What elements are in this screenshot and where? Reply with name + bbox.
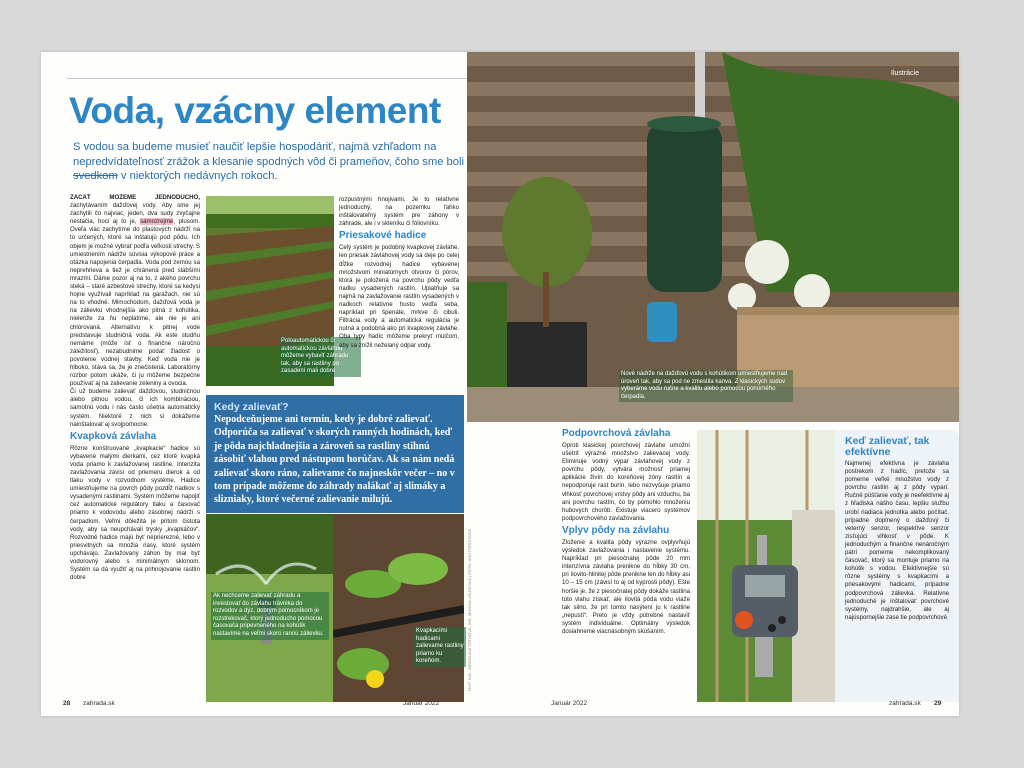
body-text: Oproti klasickej povrchovej závlahe umožní ušetriť výrazné množstvo zalievacej vody. Eliminuje vodný výpar závlahovej vody z povrchu pôdy, vytvára možnosť priamej aplikácie živín do koreňovej zóny rastlín a nepodporuje rast burín, lebo nezvyšuje priamo vlhkosť povrchovej vrstvy pôdy ani vzduchu, ba ani povrchu rastlín, čo by pomohlo množeniu hubových chorôb. Existuje viacero systémov podpovrchového zavlažovania.: [562, 442, 690, 522]
water-timer-illustration: [697, 430, 843, 702]
when-to-water-box: [206, 395, 464, 513]
subheading-drip: Kvapková závlaha: [70, 430, 157, 442]
body-text: , plusom. Oveľa viac zachytíme do plastových nádrží na to určených, ktoré sa inštalujú pod pôdu. Ich objem je možné vybrať podľa veľkosti strechy. S umiestnením nádrže súvisia výkopové práce a otázka napojenia čerpadla. Voda pod zemou sa neprehrieva a tiež je chránená pred slabšími mrazmi. Dáme pozor aj na to, z akého povrchu steká – staré azbestové strechy, ktoré sa kedysi hojne využívali napríklad na garážach, nie sú na to vhodné. Mimochodom, dažďová voda je na zálievku vhodnejšia ako pitná z kohútika, nielenže za ňu neplatíme, ale nie je ani chlórovaná. Alternatívu k pitnej vode predstavuje studničná voda. Ak este studňu nemáme (môže ísť o finančne náročnú záležitosť), nezabudnime podať žiadosť o povolenie vodnej stavby. Keď voda nie je hlboko, stáva sa, že je znečistená. Laboratórny rozbor potom ukáže, či ju môžeme bezpečne používať aj na zalievanie zeleniny a ovocia.: [70, 218, 200, 388]
column-1: [70, 194, 200, 702]
body-text: rozpustnými hnojivami. Je to relatívne jednoduchý, na pozemku ľahko inštalovateľný systém pre záhony v záhrade, ale i v skleníku či fóliovníku.: [339, 196, 459, 228]
date-left: Január 2022: [403, 700, 440, 707]
site-right: zahrada.sk: [889, 700, 921, 707]
drip-illustration: [333, 514, 464, 702]
section-tag: Ilustrácie: [891, 70, 920, 77]
box-title: Keď zalievať, tak efektívne: [845, 435, 930, 458]
page-number-right: 29: [934, 700, 942, 707]
date-right: Január 2022: [551, 700, 588, 707]
lead-text-end: v niektorých nedávnych rokoch.: [117, 170, 278, 182]
magazine-spread: [41, 52, 959, 716]
subheading-soil: Vplyv pôdy na závlahu: [562, 524, 670, 536]
lead-text: S vodou sa budeme musieť naučiť lepšie hospodáriť, najmä vzhľadom na nepredvídateľnosť zrážok a klesanie spodných vôd či prameňov, čoho sme boli: [73, 141, 464, 168]
garden-photo-caption: Poloautomatickou či automatickou závlahou môžeme vybaviť záhradu tak, aby sa rastliny po zasadení mali dobre: [279, 337, 361, 377]
intro-bold: ZAČAŤ MÔŽEME JEDNODUCHO,: [70, 194, 200, 201]
box-text: Nepodceňujeme ani termín, kedy je dobré zalievať. Odporúča sa zalievať v skorých ranných hodinách, keď je pôda najchladnejšia a zároveň sa rastliny stihnú zásobiť vlahou pred nástupom horúčav. Ak sa nám nedá zalievať skoro ráno, zalievame čo najneskôr večer – no v tom prípade môžeme do záhrady nalákať aj slimáky a slizniaky, ktoré večerné zalievanie milujú.: [214, 414, 455, 506]
drip-caption: Kvapkacími hadicami zalievame rastliny priamo ku koreňom.: [414, 627, 466, 667]
body-text: Či už budeme zalievať dažďovou, studničnou alebo pitnou vodou, či ich kombináciou, samotnú vodu i nás často ušetria automatický systém. Niektoré z nich si dokážeme nainštalovať aj svojpomocne.: [70, 388, 200, 428]
lead-strike: svedkom: [73, 170, 118, 182]
highlight: samozrejme: [140, 218, 174, 226]
subheading-subsurface: Podpovrchová závlaha: [562, 428, 671, 439]
column-2: [339, 196, 459, 396]
credits: TEXT: ING. JAROSLAVA TÓTHOVÁ, ING. MONIKA VÁLEKOVÁ | FOTO: SHUTTERSTOCK: [467, 528, 472, 692]
timer-photo: [697, 430, 843, 702]
body-text: Rôzne konštruované „kvapkacie“ hadice sú vybavené malými dierkami, cez ktoré kvapká voda priamo k zavlažovanej rastline. Intenzita zavlažovania závisí od priemeru dierok a od tlaku vody v rozvodnom systéme. Hadice umiestňujeme na povrch pôdy pozdĺž riadkov s vysadenými rastlinami. Systém môžeme napojiť cez automatické regulátory tlaku a časovač priamo k vodovodu alebo zásobnej nádrži s čerpadlom. Veľmi dôležitá je pritom čistota vody, aby sa neupchávali trysky „kvapkáčov“. Rozvodné hadice majú byť neprierezné, lebo v priesvitných sa množia riasy, ktoré systém upchávajú. Zavlažovaný záhon by mal byť vodorovný alebo s minimálnym sklonom. Systém sa dá využiť aj na prihnojovanie rastlín dobre: [70, 444, 200, 582]
box-title: Kedy zalievať?: [214, 401, 289, 413]
body-text: Zloženie a kvalita pôdy výrazne ovplyvňujú výsledok zavlažovania i nastavenie systému. Napríklad pri piesočnatej pôde 20 mm intenzívna závlaha prenikne do hĺbky 30 cm, pri ílovito-hlinitej pôde prenikne len do hĺbky asi 10 – 15 cm (závisí to aj od kyprosti pôdy). Ešte horšie je, že z piesočnatej pôdy dokáže rastlina túto vlahu získať, ale ílovitá pôda vodu viaže tak silno, že pri tomto nasýtení ju k rastline „nepustí“. Preto je vždy potrebné nastaviť systém individuálne. Optimálny výsledok dosiahneme viacnásobným skúšaním.: [562, 538, 690, 635]
title-rule: [67, 78, 469, 79]
body-text: zachytávaním dažďovej vody. Aby sme jej zachytili čo najviac, jeden, dva sudy zvyčajne nestačia, hoci aj to je,: [70, 202, 200, 226]
article-lead: [73, 140, 473, 184]
efficient-watering-box: [835, 430, 959, 702]
rain-barrel-illustration: [467, 52, 959, 422]
page-number-left: 28: [63, 700, 71, 707]
article-title: Voda, vzácny element: [69, 90, 441, 131]
sprinkler-caption: Ak nechceme zalievať záhradu a investovať do závlahu trávnika do rozvodov a dýz, dobrým pomocníkom je rozstrekovač, ktorý jednoducho pomocou časovača pripevneného na kohútik nastavíme na veľmi skorú rannú zálievku.: [211, 592, 329, 640]
body-text: Celý systém je podobný kvapkovej závlahe, len priesak závlahovej vody sa deje po celej dĺžke rozvodnej hadice vybavenej množstvom miniatúrnych otvorov či pórov, ktorá je položená na povrchu pôdy vedľa riadku vysadených rastlín. Uplatňuje sa najmä na zavlažovanie rastlín vysadených v riadkoch relatívne husto vedľa seba, napríklad pri špenáte, mrkve či cibuli. Filtrácia vody a automatická regulácia je nutná a podobná ako pri kvapkovej závlahe. Oba typy hadíc môžeme prekryť mulčom, aby sa znížil neželaný odpar vody.: [339, 244, 459, 349]
drip-photo: [333, 514, 464, 702]
box-text: Najmenej efektívna je závlaha postrekom z hadíc, pretože sa pomerne veľké množstvo vody z povrchu rastlín aj z pôdy vyparí. Ručné púšťanie vody je neefektívne aj z hľadiska nášho času, lepšiu službu urobí riadiaca jednotka alebo počítač, prípadne doplnený o dažďový či veterný senzor, respektíve senzor zisťujúci vlhkosť v pôde. K jednoduchým a finančne nenáročným patrí pomerne nekomplikovaný časovač, ktorý sa montuje priamo na kohútik s vodou. Efektívnejšie sú rôzne systémy s kvapkacími a priesakovými hadicami, prípadne podpovrchová zálievka. Relatívne jednoduché je inštalovať povrchové systémy, najdrahšie, ale aj najúspornejšie zase tie podpovrchové.: [845, 460, 949, 621]
hero-photo: [467, 52, 959, 422]
site-left: zahrada.sk: [83, 700, 115, 707]
right-column: [562, 426, 690, 702]
subheading-soaker: Priesakové hadice: [339, 230, 427, 242]
hero-caption: Nové nádrže na dažďovú vodu s kohútikom umiestňujeme nad úroveň tak, aby sa pod ne zmestila kanva. Z klasických sudov vyberáme vodu ručne a kvalitu alebo pomocou ponorného čerpadla.: [619, 370, 793, 402]
